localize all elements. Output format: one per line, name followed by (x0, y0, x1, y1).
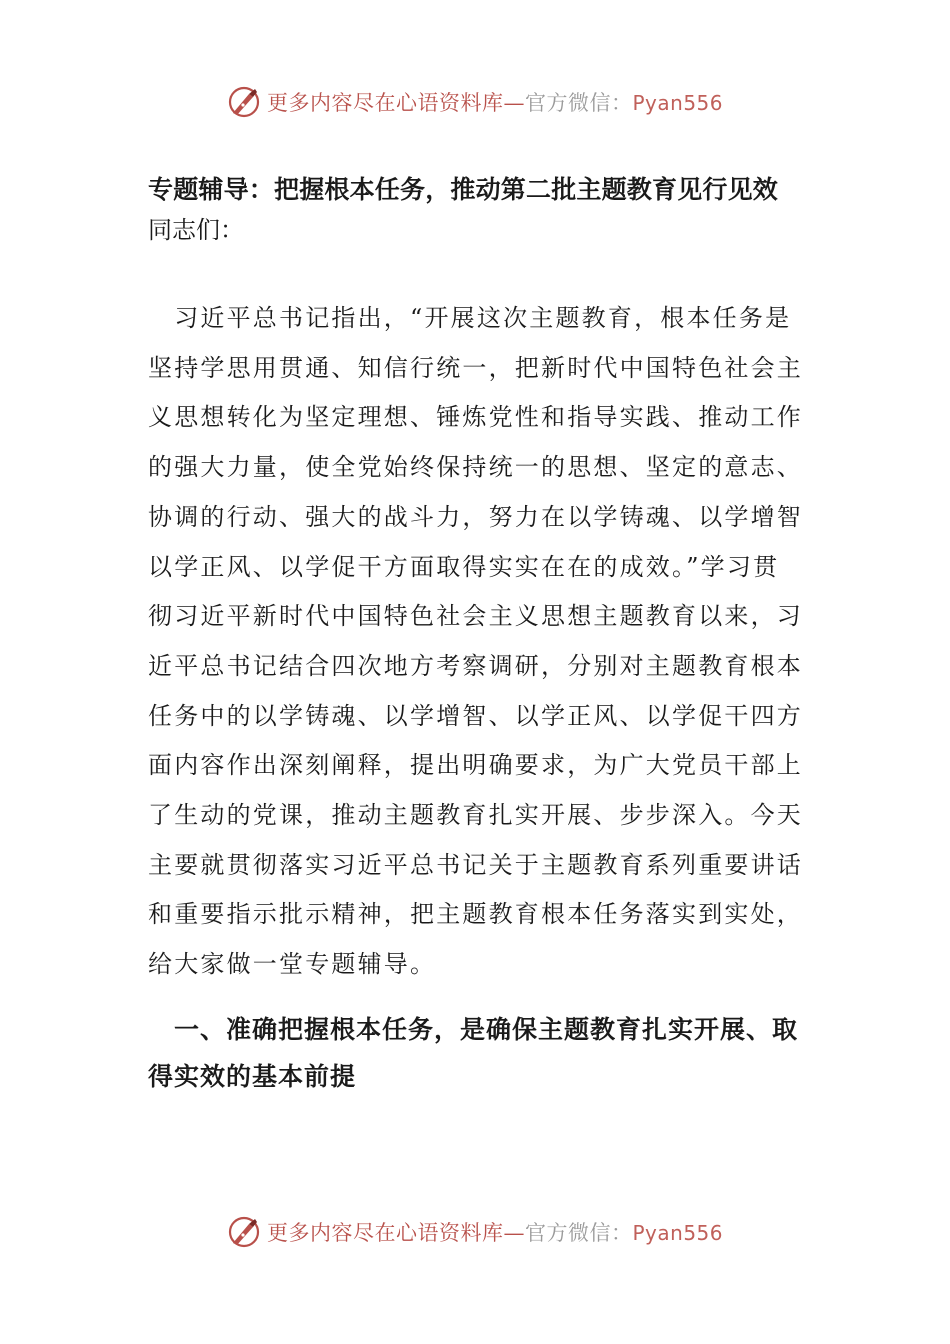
document-title: 专题辅导：把握根本任务，推动第二批主题教育见行见效 (148, 175, 779, 204)
paragraph-line: 的强大力量，使全党始终保持统一的思想、坚定的意志、 (148, 453, 803, 482)
banner-site-name: 更多内容尽在心语资料库 (266, 91, 504, 115)
paragraph-line: 习近平总书记指出，“开展这次主题教育，根本任务是 (148, 304, 792, 332)
banner-site-name: 更多内容尽在心语资料库 (266, 1221, 504, 1245)
paragraph-line: 给大家做一堂专题辅导。 (148, 950, 437, 979)
banner-wechat-id: Pyan556 (632, 91, 723, 115)
paragraph-line: 协调的行动、强大的战斗力，努力在以学铸魂、以学增智 (148, 502, 803, 531)
paragraph-line: 面内容作出深刻阐释，提出明确要求，为广大党员干部上 (148, 751, 803, 780)
heading-line: 一、准确把握根本任务，是确保主题教育扎实开展、取 (148, 1015, 799, 1044)
section-heading (148, 1006, 808, 1100)
banner-dash: — (503, 1221, 525, 1245)
paragraph-line: 和重要指示批示精神，把主题教育根本任务落实到实处， (148, 900, 803, 929)
banner-wechat-id: Pyan556 (632, 1221, 723, 1245)
banner-wechat-label: 官方微信： (524, 1221, 633, 1245)
banner-wechat-label: 官方微信： (524, 91, 633, 115)
paragraph-line: 坚持学思用贯通、知信行统一，把新时代中国特色社会主 (148, 353, 803, 382)
paragraph-line: 义思想转化为坚定理想、锤炼党性和指导实践、推动工作 (148, 403, 803, 432)
paragraph-line: 彻习近平新时代中国特色社会主义思想主题教育以来，习 (148, 602, 803, 631)
paragraph-line: 了生动的党课，推动主题教育扎实开展、步步深入。今天 (148, 801, 803, 830)
heading-line: 得实效的基本前提 (148, 1062, 357, 1091)
paragraph-line: 近平总书记结合四次地方考察调研，分别对主题教育根本 (148, 651, 803, 680)
header-banner (0, 80, 950, 124)
banner-dash: — (503, 91, 525, 115)
greeting: 同志们： (148, 216, 244, 244)
paragraph-line: 任务中的以学铸魂、以学增智、以学正风、以学促干四方 (148, 701, 803, 730)
pen-nib-logo-icon (227, 1215, 261, 1249)
banner-text (267, 87, 723, 117)
body-paragraph (148, 294, 808, 990)
pen-nib-logo-icon (227, 85, 261, 119)
banner-text (267, 1217, 723, 1247)
paragraph-line: 以学正风、以学促干方面取得实实在在的成效。”学习贯 (148, 552, 780, 581)
paragraph-line: 主要就贯彻落实习近平总书记关于主题教育系列重要讲话 (148, 850, 803, 879)
footer-banner (0, 1210, 950, 1254)
